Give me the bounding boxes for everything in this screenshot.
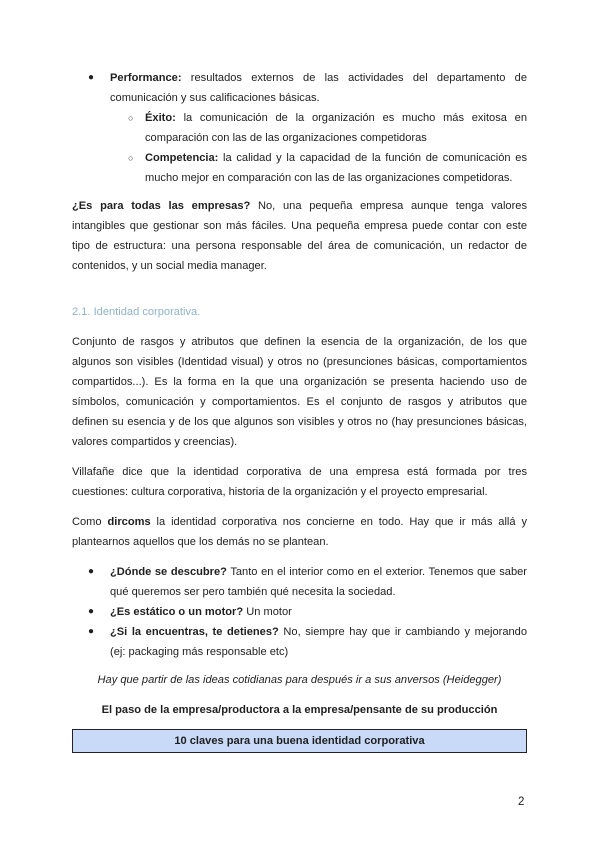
bullet-icon: ● — [88, 72, 95, 83]
page-number: 2 — [518, 796, 525, 808]
bold-statement: El paso de la empresa/productora a la empresa/pensante de su producción — [101, 704, 498, 716]
dircoms-text: la identidad corporativa nos concierne en todo. Hay que ir más allá y plantearnos aquellos que los demás no se plantean. — [72, 516, 527, 548]
list-item-text: Un motor — [243, 606, 292, 618]
list-item-bold: ¿Dónde se descubre? — [110, 566, 227, 578]
list-item — [72, 622, 527, 662]
dircoms-pre: Como — [72, 516, 108, 528]
bullet-icon: ● — [88, 606, 95, 617]
sub-list-item — [72, 148, 527, 188]
sub-item-bold: Competencia: — [145, 152, 219, 164]
list-item-text: Tanto en el interior como en el exterior. Tenemos que saber qué queremos ser pero también qué necesita la sociedad. — [110, 566, 527, 598]
question-text: No, una pequeña empresa aunque tenga valores intangibles que gestionar son más fáciles. Una pequeña empresa puede contar con este tipo de estructura: una persona responsable del área de comunicación, un redactor de contenidos, y un social media manager. — [72, 200, 527, 272]
highlight-box-title: 10 claves para una buena identidad corporativa — [72, 729, 527, 753]
list-item-text: No, siempre hay que ir cambiando y mejorando (ej: packaging más responsable etc) — [110, 626, 528, 658]
paragraph-dircoms — [72, 512, 527, 552]
paragraph-villafane: Villafañe dice que la identidad corporativa de una empresa está formada por tres cuestiones: cultura corporativa, historia de la organización y el proyecto empresarial. — [72, 466, 527, 498]
circle-bullet-icon: ○ — [128, 153, 134, 163]
bullet-list-performance — [72, 68, 527, 188]
heidegger-quote: Hay que partir de las ideas cotidianas para después ir a sus anversos (Heidegger) — [97, 674, 502, 686]
list-item — [72, 602, 527, 622]
question-paragraph — [72, 196, 527, 276]
bullet-icon: ● — [88, 626, 95, 637]
paragraph-definition: Conjunto de rasgos y atributos que definen la esencia de la organización, de los que algunos son visibles (Identidad visual) y otros no (presunciones básicas, comportamientos compartidos...). Es la forma en la que una organización se presenta haciendo uso de símbolos, comunicación y comportamientos. Es el conjunto de rasgos y atributos que definen su esencia y de los que algunos son visibles y otros no (hay presunciones básicas, valores compartidos y creencias). — [72, 336, 527, 448]
bullet-list-questions — [72, 562, 527, 662]
question-bold: ¿Es para todas las empresas? — [72, 200, 251, 212]
circle-bullet-icon: ○ — [128, 113, 134, 123]
list-item-bold: ¿Si la encuentras, te detienes? — [110, 626, 279, 638]
sub-list-item — [72, 108, 527, 148]
sub-item-text: la calidad y la capacidad de la función de comunicación es mucho mejor en comparación con las de las organizaciones competidoras. — [145, 152, 527, 184]
sub-item-text: la comunicación de la organización es mucho más exitosa en comparación con las de las organizaciones competidoras — [145, 112, 527, 144]
document-page — [72, 68, 527, 753]
bullet-icon: ● — [88, 566, 95, 577]
list-item-bold: ¿Es estático o un motor? — [110, 606, 244, 618]
list-item — [72, 68, 527, 108]
section-heading: 2.1. Identidad corporativa. — [72, 306, 201, 318]
list-item-text: resultados externos de las actividades del departamento de comunicación y sus calificaciones básicas. — [110, 72, 527, 104]
list-item — [72, 562, 527, 602]
sub-item-bold: Éxito: — [145, 112, 176, 124]
list-item-bold: Performance: — [110, 72, 182, 84]
dircoms-bold: dircoms — [107, 516, 151, 528]
